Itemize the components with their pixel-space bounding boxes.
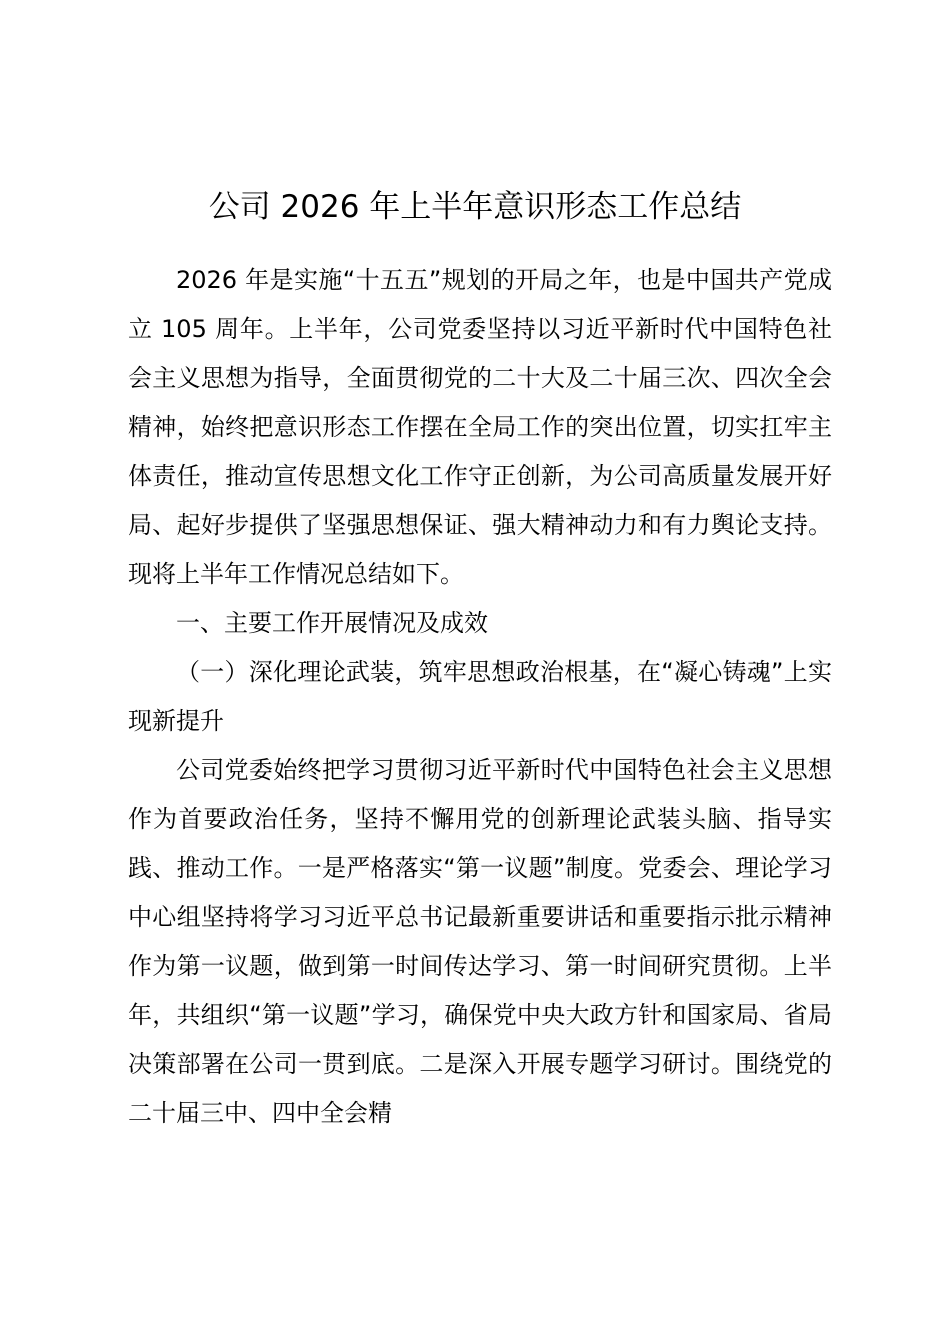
body-paragraph: 公司党委始终把学习贯彻习近平新时代中国特色社会主义思想作为首要政治任务，坚持不懈用党的创新理论武装头脑、指导实践、推动工作。一是严格落实“第一议题”制度。党委会、理论学习中心组坚持将学习习近平总书记最新重要讲话和重要指示批示精神作为第一议题，做到第一时间传达学习、第一时间研究贯彻。上半年，共组织“第一议题”学习，确保党中央大政方针和国家局、省局决策部署在公司一贯到底。二是深入开展专题学习研讨。围绕党的二十届三中、四中全会精 [128, 756, 832, 1127]
subsection-heading: （一）深化理论武装，筑牢思想政治根基，在“凝心铸魂”上实现新提升 [128, 658, 832, 735]
document-title: 公司 2026 年上半年意识形态工作总结 [208, 189, 742, 225]
section-heading: 一、主要工作开展情况及成效 [176, 609, 488, 637]
document-body [128, 256, 832, 1138]
intro-paragraph: 2026 年是实施“十五五”规划的开局之年，也是中国共产党成立 105 周年。上半年，公司党委坚持以习近平新时代中国特色社会主义思想为指导，全面贯彻党的二十大及二十届三次、四次全会精神，始终把意识形态工作摆在全局工作的突出位置，切实扛牢主体责任，推动宣传思想文化工作守正创新，为公司高质量发展开好局、起好步提供了坚强思想保证、强大精神动力和有力舆论支持。现将上半年工作情况总结如下。 [128, 266, 832, 588]
